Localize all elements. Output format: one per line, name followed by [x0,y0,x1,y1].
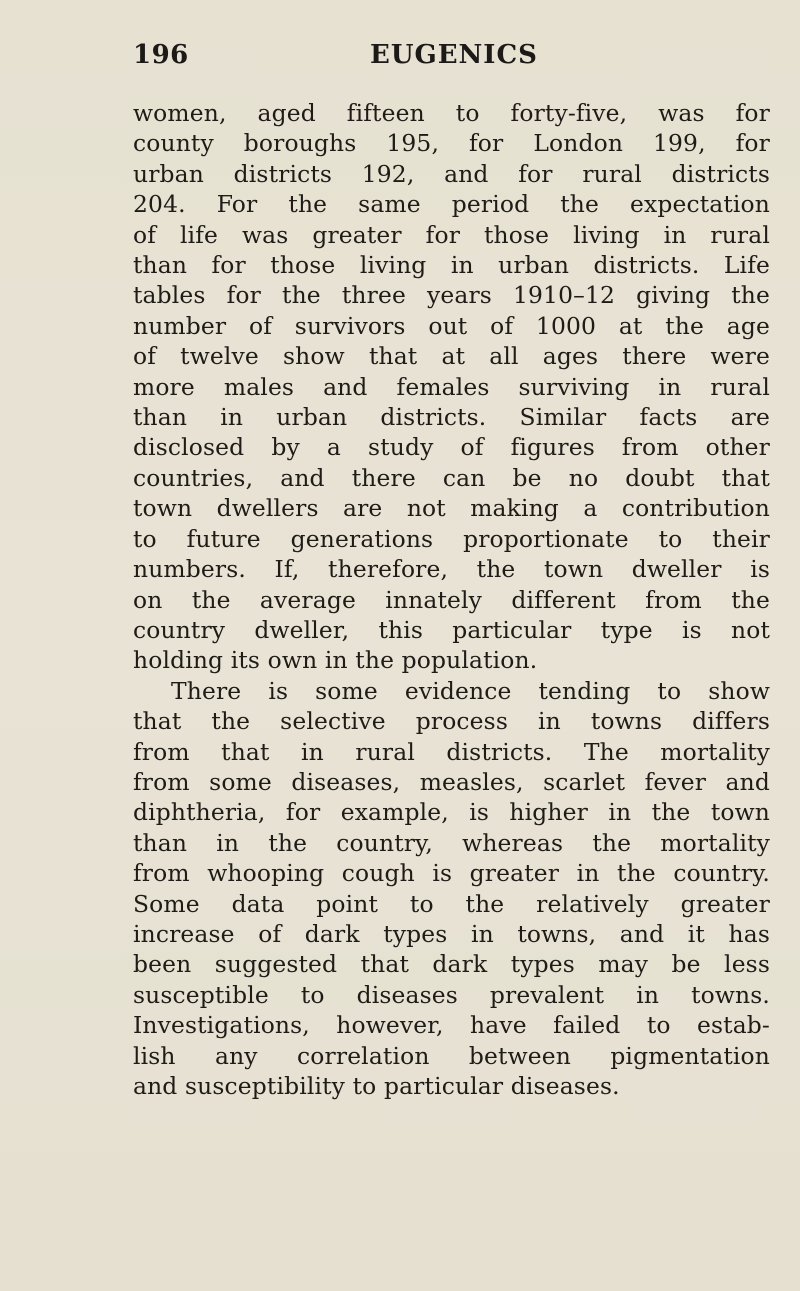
text-line: from that in rural districts. The mortality [133,737,770,766]
text-line: than in the country, whereas the mortality [133,828,770,857]
text-line: susceptible to diseases prevalent in towns. [133,980,770,1009]
page-number: 196 [133,40,189,70]
text-line: town dwellers are not making a contribution [133,494,770,523]
text-line: to future generations proportionate to their [133,524,770,553]
text-line: diphtheria, for example, is higher in the town [133,798,770,827]
text-line: increase of dark types in towns, and it has [133,919,770,948]
text-line: and susceptibility to particular diseases. [133,1072,620,1100]
text-line: county boroughs 195, for London 199, for [133,129,770,158]
text-line: There is some evidence tending to show [171,676,770,705]
text-line: more males and females surviving in rural [133,372,770,401]
text-line: disclosed by a study of figures from other [133,433,770,462]
text-line: countries, and there can be no doubt that [133,463,770,492]
text-line: lish any correlation between pigmentation [133,1041,770,1070]
text-line: been suggested that dark types may be less [133,950,770,979]
text-line: that the selective process in towns differs [133,707,770,736]
text-line: than for those living in urban districts. Life [133,251,770,280]
text-line: Investigations, however, have failed to estab- [133,1011,770,1040]
page-header [133,40,770,80]
text-line: of twelve show that at all ages there were [133,342,770,371]
paragraph-2 [133,676,770,1102]
text-line: tables for the three years 1910–12 giving the [133,281,770,310]
text-line: than in urban districts. Similar facts are [133,403,770,432]
body-text [133,98,770,1101]
text-line: on the average innately different from the [133,585,770,614]
text-line: holding its own in the population. [133,646,538,675]
paragraph-1 [133,98,770,676]
text-line: numbers. If, therefore, the town dweller is [133,555,770,584]
text-line: of life was greater for those living in rural [133,220,770,249]
text-line: from some diseases, measles, scarlet fever and [133,767,770,796]
text-line: 204. For the same period the expectation [133,190,770,219]
text-line: Some data point to the relatively greater [133,889,770,918]
text-line: from whooping cough is greater in the country. [133,859,770,888]
text-line: urban districts 192, and for rural districts [133,159,770,188]
running-head: EUGENICS [370,40,538,70]
text-line: women, aged fifteen to forty-five, was for [133,99,770,127]
text-line: country dweller, this particular type is not [133,615,770,644]
text-line: number of survivors out of 1000 at the age [133,311,770,340]
